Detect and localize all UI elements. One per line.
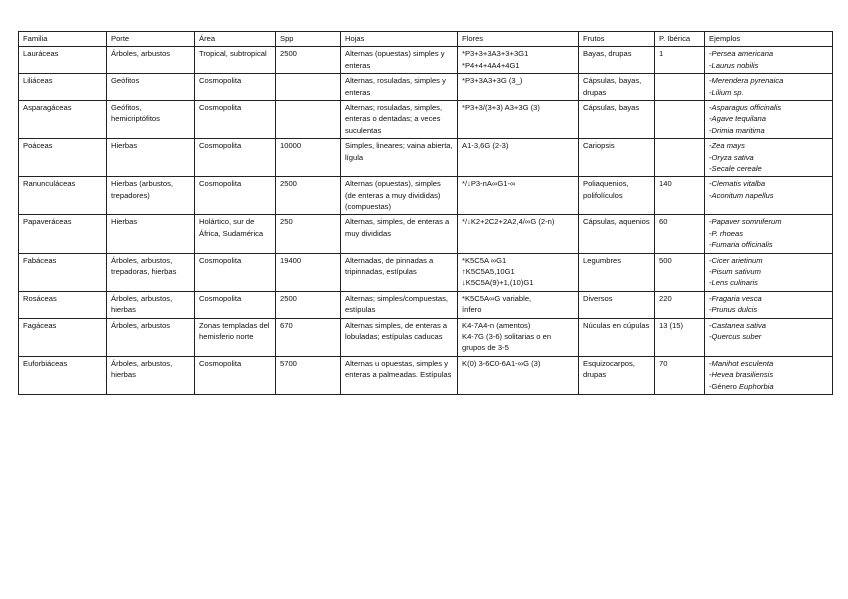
cell-flores <box>458 318 579 356</box>
cell-ejemplos <box>705 47 833 74</box>
cell-spp <box>276 215 341 253</box>
cell-porte <box>107 291 195 318</box>
cell-frutos <box>579 177 655 215</box>
porte-text: Árboles, arbustos, hierbas <box>111 293 173 315</box>
area-text: Cosmopolita <box>199 102 242 112</box>
porte-text: Geófitos, hemicriptófitos <box>111 102 160 124</box>
cell-area <box>195 74 276 101</box>
frutos-text: Poliaquenios, polifolículos <box>583 179 629 200</box>
floral-formula: */↓P3-nA∞G1-∞ <box>462 179 516 189</box>
cell-familia <box>19 177 107 215</box>
cell-area <box>195 318 276 356</box>
familia-text: Rosáceas <box>23 293 57 303</box>
familia-text: Fagáceas <box>23 320 57 330</box>
column-header: P. Ibérica <box>655 32 705 47</box>
hojas-text: Alternas; rosuladas, simples, enteras o dentadas; a veces suculentas <box>345 102 443 135</box>
cell-frutos <box>579 318 655 356</box>
cell-ejemplos <box>705 100 833 138</box>
hojas-text: Alternas (opuestas), simples (de enteras a muy divididas) (compuestas) <box>345 179 441 212</box>
cell-area <box>195 356 276 394</box>
familia-text: Liliáceas <box>23 76 53 86</box>
hojas-text: Alternas simples, de enteras a lobuladas; estípulas caducas <box>345 320 448 341</box>
cell-iberica <box>655 177 705 215</box>
cell-ejemplos <box>705 291 833 318</box>
cell-porte <box>107 215 195 253</box>
genus-example <box>709 381 828 392</box>
frutos-text: Esquizocarpos, drupas <box>583 358 635 380</box>
genus-prefix: -Género <box>709 381 739 391</box>
floral-formula: *K5C5A ∞G1 <box>462 255 507 265</box>
species-example: -Pisum sativum <box>709 267 761 277</box>
cell-iberica <box>655 291 705 318</box>
cell-area <box>195 253 276 291</box>
floral-formula: */↓K2+2C2+2A2,4/∞G (2-n) <box>462 217 555 227</box>
species-example: -Quercus suber <box>709 331 762 341</box>
cell-hojas <box>341 356 458 394</box>
cell-iberica <box>655 318 705 356</box>
cell-iberica <box>655 253 705 291</box>
porte-text: Árboles, arbustos, trepadoras, hierbas <box>111 255 177 277</box>
column-header: Familia <box>19 32 107 47</box>
table-row <box>19 139 833 177</box>
species-example: -Oryza sativa <box>709 152 754 162</box>
cell-flores <box>458 253 579 291</box>
table-body <box>19 47 833 395</box>
area-text: Holártico, sur de África, Sudamérica <box>199 217 264 238</box>
column-header: Spp <box>276 32 341 47</box>
cell-spp <box>276 139 341 177</box>
column-header: Ejemplos <box>705 32 833 47</box>
area-text: Cosmopolita <box>199 255 242 265</box>
species-example: -Manihot esculenta <box>709 358 774 368</box>
spp-text: 19400 <box>280 255 302 265</box>
cell-spp <box>276 177 341 215</box>
cell-familia <box>19 74 107 101</box>
cell-frutos <box>579 139 655 177</box>
cell-frutos <box>579 356 655 394</box>
cell-iberica <box>655 74 705 101</box>
species-example: -Asparagus officinalis <box>709 102 782 112</box>
cell-spp <box>276 74 341 101</box>
cell-area <box>195 215 276 253</box>
cell-spp <box>276 318 341 356</box>
floral-formula: A1-3,6G (2-3) <box>462 141 509 151</box>
cell-flores <box>458 356 579 394</box>
cell-ejemplos <box>705 356 833 394</box>
table-row <box>19 100 833 138</box>
porte-text: Hierbas <box>111 217 138 227</box>
header-row <box>19 32 833 47</box>
cell-flores <box>458 47 579 74</box>
floral-formula: ínfero <box>462 305 482 315</box>
cell-flores <box>458 139 579 177</box>
cell-frutos <box>579 215 655 253</box>
cell-porte <box>107 100 195 138</box>
column-header: Porte <box>107 32 195 47</box>
cell-hojas <box>341 139 458 177</box>
familia-text: Lauráceas <box>23 49 59 59</box>
species-example: -Papaver somniferum <box>709 217 782 227</box>
cell-flores <box>458 177 579 215</box>
cell-area <box>195 177 276 215</box>
species-example: -Merendera pyrenaica <box>709 76 784 86</box>
table-row <box>19 356 833 394</box>
area-text: Cosmopolita <box>199 293 242 303</box>
table-row <box>19 177 833 215</box>
cell-flores <box>458 291 579 318</box>
area-text: Cosmopolita <box>199 141 242 151</box>
iberica-text: 500 <box>659 255 672 265</box>
hojas-text: Alternas; simples/compuestas, estípulas <box>345 293 448 315</box>
cell-spp <box>276 100 341 138</box>
frutos-text: Cariopsis <box>583 141 615 151</box>
cell-ejemplos <box>705 74 833 101</box>
familia-text: Euforbiáceas <box>23 358 68 368</box>
table-row <box>19 291 833 318</box>
frutos-text: Diversos <box>583 293 613 303</box>
species-example: -Lilium sp. <box>709 87 744 97</box>
spp-text: 10000 <box>280 141 302 151</box>
species-example: -Cicer arietinum <box>709 255 763 265</box>
species-example: -Lens culinaris <box>709 278 758 288</box>
cell-frutos <box>579 74 655 101</box>
area-text: Tropical, subtropical <box>199 49 267 59</box>
porte-text: Hierbas <box>111 141 138 151</box>
species-example: -Laurus nobilis <box>709 60 759 70</box>
cell-hojas <box>341 291 458 318</box>
cell-frutos <box>579 291 655 318</box>
porte-text: Hierbas (arbustos, trepadores) <box>111 179 174 200</box>
cell-hojas <box>341 215 458 253</box>
porte-text: Árboles, arbustos, hierbas <box>111 358 173 380</box>
spp-text: 5700 <box>280 358 297 368</box>
column-header: Hojas <box>341 32 458 47</box>
cell-flores <box>458 215 579 253</box>
cell-iberica <box>655 139 705 177</box>
frutos-text: Núculas en cúpulas <box>583 320 650 330</box>
table-row <box>19 47 833 74</box>
cell-iberica <box>655 215 705 253</box>
cell-porte <box>107 318 195 356</box>
floral-formula: *P3+3+3A3+3+3G1 <box>462 49 529 59</box>
cell-hojas <box>341 177 458 215</box>
spp-text: 2500 <box>280 49 297 59</box>
frutos-text: Cápsulas, bayas <box>583 102 640 112</box>
cell-familia <box>19 215 107 253</box>
spp-text: 670 <box>280 320 293 330</box>
cell-ejemplos <box>705 177 833 215</box>
area-text: Cosmopolita <box>199 76 242 86</box>
cell-familia <box>19 139 107 177</box>
species-example: -Drimia maritima <box>709 125 765 135</box>
hojas-text: Alternas, rosuladas, simples y enteras <box>345 76 446 97</box>
cell-familia <box>19 291 107 318</box>
cell-spp <box>276 253 341 291</box>
spp-text: 250 <box>280 217 293 227</box>
cell-porte <box>107 177 195 215</box>
table-row <box>19 74 833 101</box>
floral-formula: *P3+3/(3+3) A3+3G (3) <box>462 102 540 112</box>
porte-text: Geófitos <box>111 76 140 86</box>
species-example: -Agave tequilana <box>709 114 766 124</box>
area-text: Cosmopolita <box>199 358 242 368</box>
cell-ejemplos <box>705 253 833 291</box>
cell-spp <box>276 356 341 394</box>
cell-spp <box>276 291 341 318</box>
floral-formula: grupos de 3-5 <box>462 343 509 353</box>
cell-porte <box>107 253 195 291</box>
cell-area <box>195 291 276 318</box>
column-header: Flores <box>458 32 579 47</box>
porte-text: Árboles, arbustos <box>111 49 171 59</box>
cell-iberica <box>655 356 705 394</box>
species-example: -Castanea sativa <box>709 320 766 330</box>
cell-frutos <box>579 253 655 291</box>
cell-flores <box>458 100 579 138</box>
species-example: -Persea americana <box>709 49 774 59</box>
cell-porte <box>107 47 195 74</box>
familia-text: Ranunculáceas <box>23 179 76 189</box>
spp-text: 2500 <box>280 179 297 189</box>
cell-iberica <box>655 100 705 138</box>
iberica-text: 60 <box>659 217 668 227</box>
cell-hojas <box>341 47 458 74</box>
hojas-text: Alternas, simples, de enteras a muy divididas <box>345 217 450 238</box>
floral-formula: ↑K5C5A5,10G1 <box>462 267 515 277</box>
cell-porte <box>107 74 195 101</box>
cell-ejemplos <box>705 139 833 177</box>
column-header: Área <box>195 32 276 47</box>
cell-area <box>195 47 276 74</box>
cell-porte <box>107 139 195 177</box>
frutos-text: Bayas, drupas <box>583 49 632 59</box>
porte-text: Árboles, arbustos <box>111 320 171 330</box>
cell-hojas <box>341 74 458 101</box>
hojas-text: Alternas u opuestas, simples y enteras a palmeadas. Estípulas <box>345 358 452 380</box>
floral-formula: *K5C5A∞G variable, <box>462 293 532 303</box>
floral-formula: K4-7A4-n (amentos) <box>462 320 531 330</box>
cell-ejemplos <box>705 215 833 253</box>
species-example: -Prunus dulcis <box>709 305 758 315</box>
table-row <box>19 215 833 253</box>
species-example: -P. rhoeas <box>709 228 744 238</box>
species-example: -Clematis vitalba <box>709 179 766 189</box>
species-example: -Fumaria officinalis <box>709 240 773 250</box>
cell-flores <box>458 74 579 101</box>
cell-area <box>195 139 276 177</box>
species-example: -Hevea brasiliensis <box>709 370 774 380</box>
cell-hojas <box>341 253 458 291</box>
iberica-text: 140 <box>659 179 672 189</box>
frutos-text: Legumbres <box>583 255 621 265</box>
species-example: -Zea mays <box>709 141 745 151</box>
floral-formula: ↓K5C5A(9)+1,(10)G1 <box>462 278 534 288</box>
species-example: -Fragaria vesca <box>709 293 762 303</box>
hojas-text: Alternadas, de pinnadas a tripinnadas, estípulas <box>345 255 434 277</box>
families-table <box>18 31 833 395</box>
iberica-text: 1 <box>659 49 664 59</box>
cell-ejemplos <box>705 318 833 356</box>
cell-porte <box>107 356 195 394</box>
cell-hojas <box>341 318 458 356</box>
cell-familia <box>19 100 107 138</box>
hojas-text: Alternas (opuestas) simples y enteras <box>345 49 445 70</box>
table-row <box>19 253 833 291</box>
column-header: Frutos <box>579 32 655 47</box>
species-example: -Aconitum napellus <box>709 190 774 200</box>
cell-hojas <box>341 100 458 138</box>
iberica-text: 70 <box>659 358 668 368</box>
iberica-text: 13 (15) <box>659 320 684 330</box>
floral-formula: K(0) 3-6C0-6A1-∞G (3) <box>462 358 541 368</box>
species-example: -Secale cereale <box>709 163 762 173</box>
cell-familia <box>19 356 107 394</box>
genus-name: Euphorbia <box>738 381 774 391</box>
familia-text: Fabáceas <box>23 255 57 265</box>
familia-text: Papaveráceas <box>23 217 72 227</box>
area-text: Zonas templadas del hemisferio norte <box>199 320 270 341</box>
floral-formula: K4-7G (3-6) solitarias o en <box>462 331 552 341</box>
cell-frutos <box>579 100 655 138</box>
floral-formula: *P4+4+4A4+4G1 <box>462 60 520 70</box>
cell-familia <box>19 47 107 74</box>
familia-text: Poáceas <box>23 141 53 151</box>
area-text: Cosmopolita <box>199 179 242 189</box>
familia-text: Asparagáceas <box>23 102 72 112</box>
spp-text: 2500 <box>280 293 297 303</box>
cell-iberica <box>655 47 705 74</box>
table-row <box>19 318 833 356</box>
iberica-text: 220 <box>659 293 672 303</box>
floral-formula: *P3+3A3+3G (3_) <box>462 76 523 86</box>
cell-spp <box>276 47 341 74</box>
frutos-text: Cápsulas, aquenios <box>583 217 650 227</box>
frutos-text: Cápsulas, bayas, drupas <box>583 76 642 97</box>
cell-familia <box>19 318 107 356</box>
hojas-text: Simples, lineares; vaina abierta, lígula <box>345 141 453 162</box>
cell-familia <box>19 253 107 291</box>
cell-area <box>195 100 276 138</box>
cell-frutos <box>579 47 655 74</box>
